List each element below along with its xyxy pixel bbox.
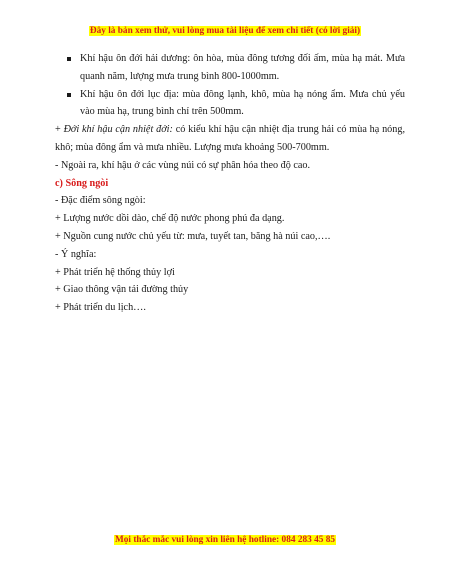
- climate-bullet-list: [55, 50, 405, 121]
- hotline-banner: [0, 535, 450, 545]
- subtropical-text: có kiểu khí hậu cận nhiệt địa trung hải có mùa hạ nóng, khô; mùa đông ẩm và mưa nhiều. Lượng mưa khoảng 500-700mm.: [55, 124, 406, 153]
- list-item: + Lượng nước dồi dào, chế độ nước phong phú đa dạng.: [55, 213, 285, 225]
- list-item: + Phát triển hệ thống thủy lợi: [55, 266, 175, 278]
- bullet-text: Khí hậu ôn đới hải dương: ôn hòa, mùa đông tương đối ấm, mùa hạ mát. Mưa quanh năm, lượng mưa trung bình 800-1000mm.: [80, 53, 405, 82]
- list-item: [80, 50, 405, 86]
- hotline-text: Mọi thắc mắc vui lòng xin liên hệ hotline: 084 283 45 85: [114, 535, 336, 545]
- subtropical-paragraph: [55, 121, 405, 157]
- square-bullet-icon: [67, 93, 71, 97]
- section-heading: c) Sông ngòi: [55, 177, 109, 189]
- subtropical-prefix: +: [55, 124, 64, 136]
- preview-notice-banner: [0, 26, 450, 36]
- list-item: + Phát triển du lịch….: [55, 302, 146, 314]
- preview-notice-text: Đây là bản xem thử, vui lòng mua tài liệu để xem chi tiết (có lời giải): [89, 26, 361, 36]
- list-item: + Nguồn cung nước chủ yếu từ: mưa, tuyết tan, băng hà núi cao,….: [55, 230, 331, 242]
- document-body: [55, 50, 405, 317]
- list-item: + Giao thông vận tải đường thủy: [55, 284, 189, 296]
- square-bullet-icon: [67, 57, 71, 61]
- list-item: [80, 86, 405, 122]
- mountain-note: - Ngoài ra, khí hậu ở các vùng núi có sự phân hóa theo độ cao.: [55, 159, 311, 171]
- subtropical-label: Đới khí hậu cận nhiệt đới:: [63, 124, 173, 136]
- meaning-label: - Ý nghĩa:: [55, 248, 97, 260]
- bullet-text: Khí hậu ôn đới lục địa: mùa đông lạnh, khô, mùa hạ nóng ẩm. Mưa chủ yếu vào mùa hạ, trung bình chỉ trên 500mm.: [80, 88, 405, 118]
- rivers-features-label: - Đặc điểm sông ngòi:: [55, 195, 146, 207]
